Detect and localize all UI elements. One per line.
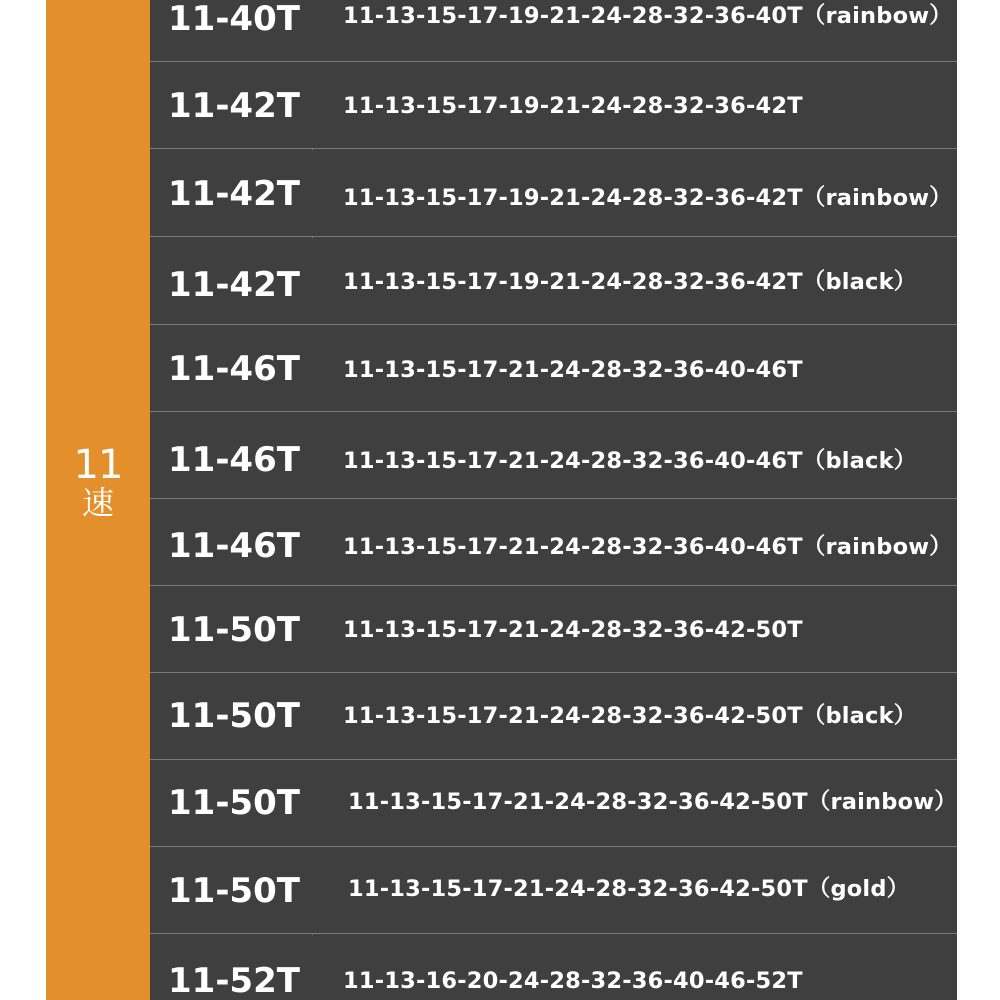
table-row (150, 325, 957, 412)
range-cell: 11-42T (168, 265, 300, 305)
teeth-cell: 11-13-15-17-19-21-24-28-32-36-42T (343, 93, 803, 119)
range-cell: 11-50T (168, 871, 300, 911)
table-row (150, 847, 957, 934)
range-cell: 11-42T (168, 86, 300, 126)
speed-label (46, 442, 150, 522)
range-cell: 11-46T (168, 526, 300, 566)
teeth-cell: 11-13-15-17-21-24-28-32-36-42-50T（black） (343, 703, 917, 729)
table-row (150, 760, 957, 847)
table-row (150, 673, 957, 760)
teeth-cell: 11-13-15-17-21-24-28-32-36-40-46T（black） (343, 448, 917, 474)
table-row (150, 150, 957, 237)
teeth-cell: 11-13-16-20-24-28-32-36-40-46-52T (343, 968, 803, 994)
teeth-cell: 11-13-15-17-21-24-28-32-36-42-50T (343, 617, 803, 643)
teeth-cell: 11-13-15-17-19-21-24-28-32-36-42T（black） (343, 269, 917, 295)
table-row (150, 62, 957, 149)
table-row (150, 499, 957, 586)
row-divider (150, 933, 957, 934)
table-row (150, 238, 957, 325)
range-cell: 11-42T (168, 174, 300, 214)
table-row (150, 935, 957, 1000)
range-cell: 11-40T (168, 0, 300, 39)
teeth-cell: 11-13-15-17-21-24-28-32-36-40-46T (343, 357, 803, 383)
spec-table-body (150, 0, 957, 1000)
speed-number: 11 (73, 442, 123, 488)
speed-unit: 速 (81, 484, 114, 522)
range-cell: 11-46T (168, 440, 300, 480)
teeth-cell: 11-13-15-17-21-24-28-32-36-42-50T（gold） (348, 876, 910, 902)
teeth-cell: 11-13-15-17-21-24-28-32-36-42-50T（rainbow） (348, 789, 957, 815)
table-row (150, 412, 957, 499)
teeth-cell: 11-13-15-17-19-21-24-28-32-36-40T（rainbow） (343, 3, 952, 29)
row-divider (150, 236, 957, 237)
range-cell: 11-52T (168, 961, 300, 1000)
teeth-cell: 11-13-15-17-21-24-28-32-36-40-46T（rainbow） (343, 534, 952, 560)
table-row (150, 586, 957, 673)
range-cell: 11-46T (168, 349, 300, 389)
range-cell: 11-50T (168, 696, 300, 736)
table-row (150, 0, 957, 62)
teeth-cell: 11-13-15-17-19-21-24-28-32-36-42T（rainbow） (343, 185, 952, 211)
range-cell: 11-50T (168, 610, 300, 650)
range-cell: 11-50T (168, 783, 300, 823)
speed-group-cell (46, 0, 150, 1000)
row-divider (150, 148, 957, 149)
